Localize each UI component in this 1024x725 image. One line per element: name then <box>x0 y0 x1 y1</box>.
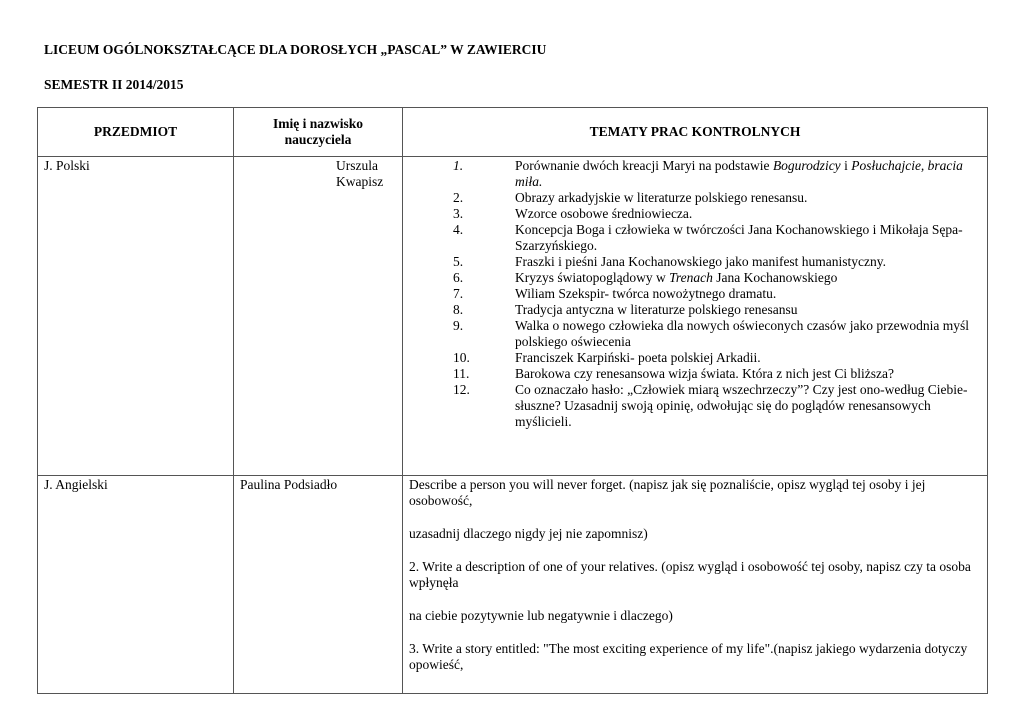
topics-cell <box>403 476 988 694</box>
topic-text: Kryzys światopoglądowy w Trenach Jana Kochanowskiego <box>515 270 838 285</box>
column-header-subject: PRZEDMIOT <box>38 108 234 157</box>
list-item <box>409 302 981 318</box>
topic-number: 9. <box>453 318 464 333</box>
table-row <box>38 476 988 694</box>
topic-number: 4. <box>453 222 464 237</box>
topic-number: 1. <box>453 158 464 173</box>
topic-paragraph: Describe a person you will never forget. (napisz jak się poznaliście, opisz wygląd tej osoby i jej osobowość, <box>409 477 926 508</box>
topic-paragraph: uzasadnij dlaczego nigdy jej nie zapomnisz) <box>409 526 648 541</box>
topic-number: 10. <box>453 350 470 365</box>
subject-cell: J. Angielski <box>38 476 234 694</box>
topic-text: Co oznaczało hasło: „Człowiek miarą wszechrzeczy”? Czy jest ono-według Ciebie- słuszne? Uzasadnij swoją opinię, odwołując się do poglądów renesansowych myślicieli. <box>515 382 968 429</box>
topic-number: 8. <box>453 302 464 317</box>
column-header-topics: TEMATY PRAC KONTROLNYCH <box>403 108 988 157</box>
teacher-cell: Paulina Podsiadło <box>234 476 403 694</box>
topic-text: Wiliam Szekspir- twórca nowożytnego dramatu. <box>515 286 777 301</box>
topic-paragraph: na ciebie pozytywnie lub negatywnie i dlaczego) <box>409 608 673 623</box>
list-item <box>409 190 981 206</box>
list-item <box>409 350 981 366</box>
table-header-row <box>38 108 988 157</box>
list-item <box>409 286 981 302</box>
list-item <box>409 270 981 286</box>
topic-paragraph: 2. Write a description of one of your relatives. (opisz wygląd i osobowość tej osoby, napisz czy ta osoba wpłynęła <box>409 559 971 590</box>
list-item <box>409 318 981 350</box>
topics-cell <box>403 157 988 476</box>
list-item <box>409 254 981 270</box>
topic-text: Tradycja antyczna w literaturze polskiego renesansu <box>515 302 798 317</box>
list-item <box>409 206 981 222</box>
topic-number: 11. <box>453 366 470 381</box>
topic-text: Franciszek Karpiński- poeta polskiej Arkadii. <box>515 350 761 365</box>
table-row <box>38 157 988 476</box>
list-item <box>409 222 981 254</box>
topic-text: Koncepcja Boga i człowieka w twórczości Jana Kochanowskiego i Mikołaja Sępa-Szarzyńskiego. <box>515 222 963 253</box>
list-item <box>409 366 981 382</box>
topic-paragraph: 3. Write a story entitled: "The most exciting experience of my life".(napisz jakiego wydarzenia dotyczy opowieść, <box>409 641 968 672</box>
topics-list <box>409 158 981 430</box>
topic-text: Obrazy arkadyjskie w literaturze polskiego renesansu. <box>515 190 808 205</box>
list-item <box>409 158 981 190</box>
subject-cell: J. Polski <box>38 157 234 476</box>
topic-number: 7. <box>453 286 464 301</box>
topic-number: 2. <box>453 190 464 205</box>
topic-text: Barokowa czy renesansowa wizja świata. Która z nich jest Ci bliższa? <box>515 366 894 381</box>
assignments-table <box>37 107 988 694</box>
topic-number: 3. <box>453 206 464 221</box>
topic-number: 12. <box>453 382 470 397</box>
topic-text: Walka o nowego człowieka dla nowych oświeconych czasów jako przewodnia myśl polskiego oświecenia <box>515 318 970 349</box>
school-title: LICEUM OGÓLNOKSZTAŁCĄCE DLA DOROSŁYCH „PASCAL” W ZAWIERCIU <box>44 42 547 57</box>
teacher-name: Urszula Kwapisz <box>336 158 384 189</box>
column-header-teacher: Imię i nazwisko nauczyciela <box>234 108 403 157</box>
semester-title: SEMESTR II 2014/2015 <box>44 77 184 92</box>
topic-text: Porównanie dwóch kreacji Maryi na podstawie Bogurodzicy i Posłuchajcie, bracia miła. <box>515 158 963 189</box>
topic-text: Wzorce osobowe średniowiecza. <box>515 206 693 221</box>
teacher-cell <box>234 157 403 476</box>
list-item <box>409 382 981 430</box>
topic-number: 6. <box>453 270 464 285</box>
topic-text: Fraszki i pieśni Jana Kochanowskiego jako manifest humanistyczny. <box>515 254 887 269</box>
topic-number: 5. <box>453 254 464 269</box>
